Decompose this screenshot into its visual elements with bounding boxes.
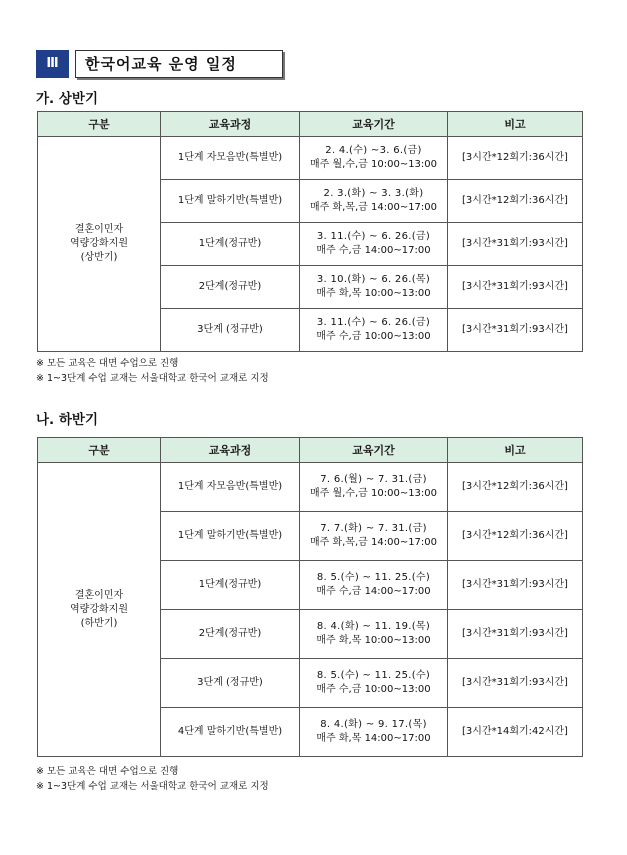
note-cell: [3시간*12회기:36시간] <box>448 463 583 512</box>
column-header-course: 교육과정 <box>161 112 300 137</box>
note-cell: [3시간*12회기:36시간] <box>448 512 583 561</box>
category-line: 역량강화지원 <box>70 603 128 615</box>
course-cell: 1단계 말하기반(특별반) <box>161 180 300 223</box>
category-cell <box>38 137 161 352</box>
period-dates: 8. 4.(화) ~ 9. 17.(목) <box>320 719 427 730</box>
period-days: 매주 수,금 14:00~17:00 <box>316 586 431 597</box>
section-title-box <box>75 50 283 78</box>
period-days: 매주 화,목,금 14:00~17:00 <box>309 202 438 213</box>
period-cell <box>300 659 448 708</box>
note-line: ※ 1~3단계 수업 교재는 서울대학교 한국어 교재로 지정 <box>36 781 269 792</box>
course-cell: 2단계(정규반) <box>161 610 300 659</box>
period-dates: 8. 5.(수) ~ 11. 25.(수) <box>316 572 431 583</box>
period-dates: 2. 4.(수) ~3. 6.(금) <box>325 145 422 156</box>
table-row <box>38 463 583 512</box>
note-cell: [3시간*31회기:93시간] <box>448 309 583 352</box>
period-cell <box>300 463 448 512</box>
column-header-note: 비고 <box>448 438 583 463</box>
period-cell <box>300 137 448 180</box>
course-cell: 1단계(정규반) <box>161 561 300 610</box>
first-half-notes <box>36 356 269 386</box>
first-half-heading: 가. 상반기 <box>36 91 98 107</box>
table-header-row <box>38 112 583 137</box>
section-title-text: 한국어교육 운영 일정 <box>85 55 237 73</box>
period-cell <box>300 512 448 561</box>
column-header-course: 교육과정 <box>161 438 300 463</box>
period-dates: 7. 6.(월) ~ 7. 31.(금) <box>320 474 427 485</box>
category-line: (하반기) <box>80 617 118 629</box>
section-number-badge: Ⅲ <box>36 50 69 78</box>
column-header-note: 비고 <box>448 112 583 137</box>
second-half-heading: 나. 하반기 <box>36 412 98 428</box>
category-line: 결혼이민자 <box>74 589 124 601</box>
course-cell: 1단계 말하기반(특별반) <box>161 512 300 561</box>
course-cell: 2단계(정규반) <box>161 266 300 309</box>
period-cell <box>300 309 448 352</box>
note-cell: [3시간*31회기:93시간] <box>448 610 583 659</box>
period-dates: 7. 7.(화) ~ 7. 31.(금) <box>320 523 427 534</box>
category-line: 역량강화지원 <box>70 238 128 249</box>
column-header-category: 구분 <box>38 112 161 137</box>
period-dates: 3. 11.(수) ~ 6. 26.(금) <box>316 231 431 242</box>
course-cell: 1단계(정규반) <box>161 223 300 266</box>
table-row <box>38 137 583 180</box>
period-days: 매주 수,금 14:00~17:00 <box>316 245 431 256</box>
note-line: ※ 모든 교육은 대면 수업으로 진행 <box>36 766 179 777</box>
note-line: ※ 1~3단계 수업 교재는 서울대학교 한국어 교재로 지정 <box>36 373 269 384</box>
category-cell <box>38 463 161 757</box>
course-cell: 3단계 (정규반) <box>161 309 300 352</box>
period-dates: 2. 3.(화) ~ 3. 3.(화) <box>323 188 424 199</box>
period-days: 매주 화,목 10:00~13:00 <box>316 288 431 299</box>
period-days: 매주 월,수,금 10:00~13:00 <box>309 488 438 499</box>
period-days: 매주 화,목 14:00~17:00 <box>316 733 431 744</box>
period-days: 매주 수,금 10:00~13:00 <box>316 331 431 342</box>
note-cell: [3시간*12회기:36시간] <box>448 137 583 180</box>
period-dates: 8. 5.(수) ~ 11. 25.(수) <box>316 670 431 681</box>
note-cell: [3시간*31회기:93시간] <box>448 223 583 266</box>
period-days: 매주 월,수,금 10:00~13:00 <box>309 159 438 170</box>
period-cell <box>300 610 448 659</box>
second-half-table <box>37 437 583 757</box>
column-header-period: 교육기간 <box>300 438 448 463</box>
note-cell: [3시간*12회기:36시간] <box>448 180 583 223</box>
category-line: 결혼이민자 <box>74 224 124 235</box>
note-line: ※ 모든 교육은 대면 수업으로 진행 <box>36 358 179 369</box>
note-cell: [3시간*31회기:93시간] <box>448 266 583 309</box>
period-days: 매주 화,목,금 14:00~17:00 <box>309 537 438 548</box>
period-cell <box>300 561 448 610</box>
period-dates: 3. 10.(화) ~ 6. 26.(목) <box>316 274 431 285</box>
column-header-period: 교육기간 <box>300 112 448 137</box>
note-cell: [3시간*31회기:93시간] <box>448 659 583 708</box>
note-cell: [3시간*31회기:93시간] <box>448 561 583 610</box>
first-half-table <box>37 111 583 352</box>
period-cell <box>300 180 448 223</box>
course-cell: 1단계 자모음반(특별반) <box>161 137 300 180</box>
period-cell <box>300 708 448 757</box>
category-line: (상반기) <box>80 252 118 263</box>
period-dates: 8. 4.(화) ~ 11. 19.(목) <box>316 621 431 632</box>
period-cell <box>300 266 448 309</box>
period-days: 매주 수,금 10:00~13:00 <box>316 684 431 695</box>
second-half-notes <box>36 764 269 794</box>
course-cell: 3단계 (정규반) <box>161 659 300 708</box>
course-cell: 4단계 말하기반(특별반) <box>161 708 300 757</box>
period-cell <box>300 223 448 266</box>
period-dates: 3. 11.(수) ~ 6. 26.(금) <box>316 317 431 328</box>
period-days: 매주 화,목 10:00~13:00 <box>316 635 431 646</box>
note-cell: [3시간*14회기:42시간] <box>448 708 583 757</box>
course-cell: 1단계 자모음반(특별반) <box>161 463 300 512</box>
table-header-row <box>38 438 583 463</box>
column-header-category: 구분 <box>38 438 161 463</box>
